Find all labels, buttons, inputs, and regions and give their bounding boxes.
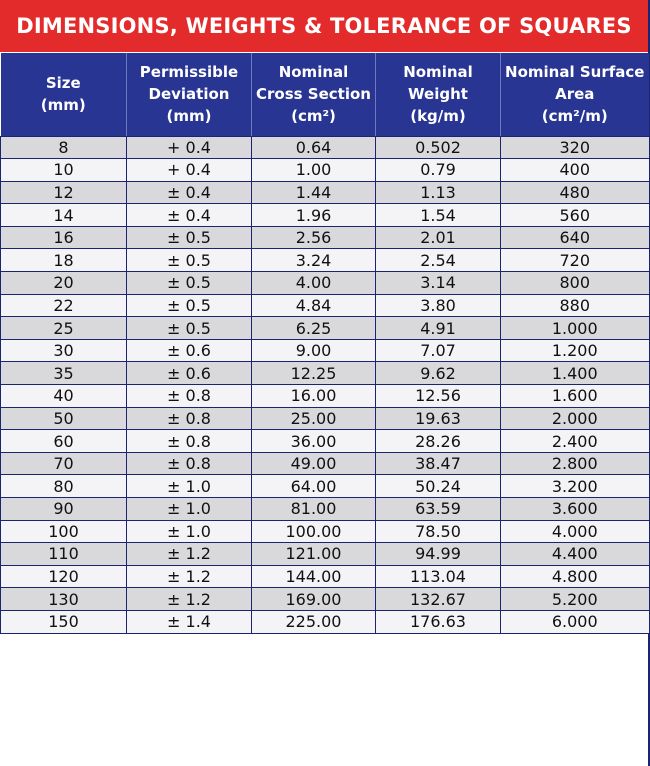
table-row bbox=[1, 181, 649, 204]
cell-cross-section: 25.00 bbox=[252, 407, 376, 430]
table-row bbox=[1, 294, 649, 317]
cell-deviation: ± 0.5 bbox=[127, 294, 252, 317]
header-nominal-cross-section: Nominal Cross Section (cm²) bbox=[252, 53, 376, 136]
table-row bbox=[1, 362, 649, 385]
table-row bbox=[1, 249, 649, 272]
cell-deviation: ± 0.8 bbox=[127, 430, 252, 453]
cell-cross-section: 121.00 bbox=[252, 543, 376, 566]
cell-weight: 78.50 bbox=[376, 520, 501, 543]
cell-deviation: ± 0.6 bbox=[127, 362, 252, 385]
cell-surface-area: 1.200 bbox=[501, 339, 649, 362]
cell-deviation: ± 1.0 bbox=[127, 520, 252, 543]
table-row bbox=[1, 475, 649, 498]
cell-size: 70 bbox=[1, 452, 127, 475]
cell-weight: 0.502 bbox=[376, 136, 501, 159]
cell-weight: 94.99 bbox=[376, 543, 501, 566]
table-row bbox=[1, 159, 649, 182]
cell-weight: 3.14 bbox=[376, 272, 501, 295]
cell-size: 30 bbox=[1, 339, 127, 362]
cell-cross-section: 81.00 bbox=[252, 498, 376, 521]
cell-deviation: ± 0.5 bbox=[127, 249, 252, 272]
cell-size: 150 bbox=[1, 610, 127, 633]
table-row bbox=[1, 520, 649, 543]
cell-weight: 3.80 bbox=[376, 294, 501, 317]
cell-surface-area: 6.000 bbox=[501, 610, 649, 633]
cell-cross-section: 12.25 bbox=[252, 362, 376, 385]
table-row bbox=[1, 204, 649, 227]
cell-surface-area: 3.200 bbox=[501, 475, 649, 498]
cell-cross-section: 3.24 bbox=[252, 249, 376, 272]
cell-deviation: + 0.4 bbox=[127, 136, 252, 159]
cell-cross-section: 6.25 bbox=[252, 317, 376, 340]
cell-deviation: ± 1.2 bbox=[127, 565, 252, 588]
table-title: DIMENSIONS, WEIGHTS & TOLERANCE OF SQUARES bbox=[0, 0, 648, 52]
cell-surface-area: 1.600 bbox=[501, 385, 649, 408]
cell-cross-section: 16.00 bbox=[252, 385, 376, 408]
cell-cross-section: 0.64 bbox=[252, 136, 376, 159]
cell-cross-section: 1.44 bbox=[252, 181, 376, 204]
cell-weight: 176.63 bbox=[376, 610, 501, 633]
cell-deviation: ± 0.5 bbox=[127, 226, 252, 249]
cell-size: 18 bbox=[1, 249, 127, 272]
cell-cross-section: 49.00 bbox=[252, 452, 376, 475]
cell-size: 120 bbox=[1, 565, 127, 588]
cell-cross-section: 36.00 bbox=[252, 430, 376, 453]
cell-size: 130 bbox=[1, 588, 127, 611]
cell-surface-area: 640 bbox=[501, 226, 649, 249]
cell-cross-section: 100.00 bbox=[252, 520, 376, 543]
cell-size: 35 bbox=[1, 362, 127, 385]
cell-weight: 113.04 bbox=[376, 565, 501, 588]
cell-surface-area: 800 bbox=[501, 272, 649, 295]
cell-surface-area: 4.400 bbox=[501, 543, 649, 566]
cell-weight: 132.67 bbox=[376, 588, 501, 611]
cell-size: 16 bbox=[1, 226, 127, 249]
cell-surface-area: 3.600 bbox=[501, 498, 649, 521]
header-size: Size (mm) bbox=[1, 53, 127, 136]
table-row bbox=[1, 136, 649, 159]
cell-weight: 1.13 bbox=[376, 181, 501, 204]
cell-surface-area: 5.200 bbox=[501, 588, 649, 611]
table-row bbox=[1, 226, 649, 249]
cell-cross-section: 225.00 bbox=[252, 610, 376, 633]
cell-weight: 0.79 bbox=[376, 159, 501, 182]
table-header bbox=[1, 53, 649, 136]
cell-size: 8 bbox=[1, 136, 127, 159]
table-row bbox=[1, 565, 649, 588]
cell-deviation: ± 1.2 bbox=[127, 588, 252, 611]
cell-surface-area: 720 bbox=[501, 249, 649, 272]
table-row bbox=[1, 317, 649, 340]
table-row bbox=[1, 588, 649, 611]
cell-surface-area: 480 bbox=[501, 181, 649, 204]
table-row bbox=[1, 430, 649, 453]
table-row bbox=[1, 543, 649, 566]
cell-cross-section: 64.00 bbox=[252, 475, 376, 498]
cell-cross-section: 1.96 bbox=[252, 204, 376, 227]
cell-surface-area: 320 bbox=[501, 136, 649, 159]
cell-weight: 1.54 bbox=[376, 204, 501, 227]
cell-size: 22 bbox=[1, 294, 127, 317]
cell-cross-section: 1.00 bbox=[252, 159, 376, 182]
squares-dimension-table bbox=[0, 53, 649, 634]
cell-weight: 63.59 bbox=[376, 498, 501, 521]
cell-deviation: + 0.4 bbox=[127, 159, 252, 182]
cell-deviation: ± 1.2 bbox=[127, 543, 252, 566]
header-nominal-weight: Nominal Weight (kg/m) bbox=[376, 53, 501, 136]
cell-cross-section: 4.84 bbox=[252, 294, 376, 317]
cell-size: 80 bbox=[1, 475, 127, 498]
cell-weight: 2.54 bbox=[376, 249, 501, 272]
table-body bbox=[1, 136, 649, 633]
cell-weight: 50.24 bbox=[376, 475, 501, 498]
header-permissible-deviation: Permissible Deviation (mm) bbox=[127, 53, 252, 136]
cell-deviation: ± 1.0 bbox=[127, 498, 252, 521]
cell-deviation: ± 0.8 bbox=[127, 407, 252, 430]
table-row bbox=[1, 385, 649, 408]
cell-cross-section: 2.56 bbox=[252, 226, 376, 249]
table-row bbox=[1, 339, 649, 362]
cell-weight: 7.07 bbox=[376, 339, 501, 362]
cell-weight: 4.91 bbox=[376, 317, 501, 340]
cell-weight: 12.56 bbox=[376, 385, 501, 408]
table-row bbox=[1, 272, 649, 295]
table-row bbox=[1, 610, 649, 633]
cell-deviation: ± 0.4 bbox=[127, 181, 252, 204]
cell-surface-area: 2.000 bbox=[501, 407, 649, 430]
cell-surface-area: 1.400 bbox=[501, 362, 649, 385]
cell-deviation: ± 1.4 bbox=[127, 610, 252, 633]
cell-deviation: ± 0.5 bbox=[127, 317, 252, 340]
table-row bbox=[1, 498, 649, 521]
cell-size: 100 bbox=[1, 520, 127, 543]
table-row bbox=[1, 452, 649, 475]
header-nominal-surface-area: Nominal Surface Area (cm²/m) bbox=[501, 53, 649, 136]
cell-size: 40 bbox=[1, 385, 127, 408]
cell-surface-area: 4.000 bbox=[501, 520, 649, 543]
cell-deviation: ± 0.4 bbox=[127, 204, 252, 227]
cell-cross-section: 4.00 bbox=[252, 272, 376, 295]
cell-size: 110 bbox=[1, 543, 127, 566]
cell-surface-area: 560 bbox=[501, 204, 649, 227]
cell-size: 60 bbox=[1, 430, 127, 453]
cell-surface-area: 880 bbox=[501, 294, 649, 317]
cell-deviation: ± 0.5 bbox=[127, 272, 252, 295]
cell-weight: 19.63 bbox=[376, 407, 501, 430]
cell-size: 90 bbox=[1, 498, 127, 521]
cell-surface-area: 4.800 bbox=[501, 565, 649, 588]
cell-deviation: ± 0.8 bbox=[127, 385, 252, 408]
cell-surface-area: 2.400 bbox=[501, 430, 649, 453]
cell-size: 20 bbox=[1, 272, 127, 295]
cell-deviation: ± 0.6 bbox=[127, 339, 252, 362]
cell-cross-section: 169.00 bbox=[252, 588, 376, 611]
cell-size: 14 bbox=[1, 204, 127, 227]
header-row bbox=[1, 53, 649, 136]
cell-surface-area: 400 bbox=[501, 159, 649, 182]
cell-cross-section: 144.00 bbox=[252, 565, 376, 588]
cell-deviation: ± 1.0 bbox=[127, 475, 252, 498]
cell-cross-section: 9.00 bbox=[252, 339, 376, 362]
cell-surface-area: 2.800 bbox=[501, 452, 649, 475]
cell-deviation: ± 0.8 bbox=[127, 452, 252, 475]
cell-size: 50 bbox=[1, 407, 127, 430]
cell-weight: 38.47 bbox=[376, 452, 501, 475]
cell-weight: 2.01 bbox=[376, 226, 501, 249]
cell-size: 25 bbox=[1, 317, 127, 340]
table-row bbox=[1, 407, 649, 430]
cell-size: 12 bbox=[1, 181, 127, 204]
cell-size: 10 bbox=[1, 159, 127, 182]
cell-weight: 9.62 bbox=[376, 362, 501, 385]
cell-surface-area: 1.000 bbox=[501, 317, 649, 340]
cell-weight: 28.26 bbox=[376, 430, 501, 453]
